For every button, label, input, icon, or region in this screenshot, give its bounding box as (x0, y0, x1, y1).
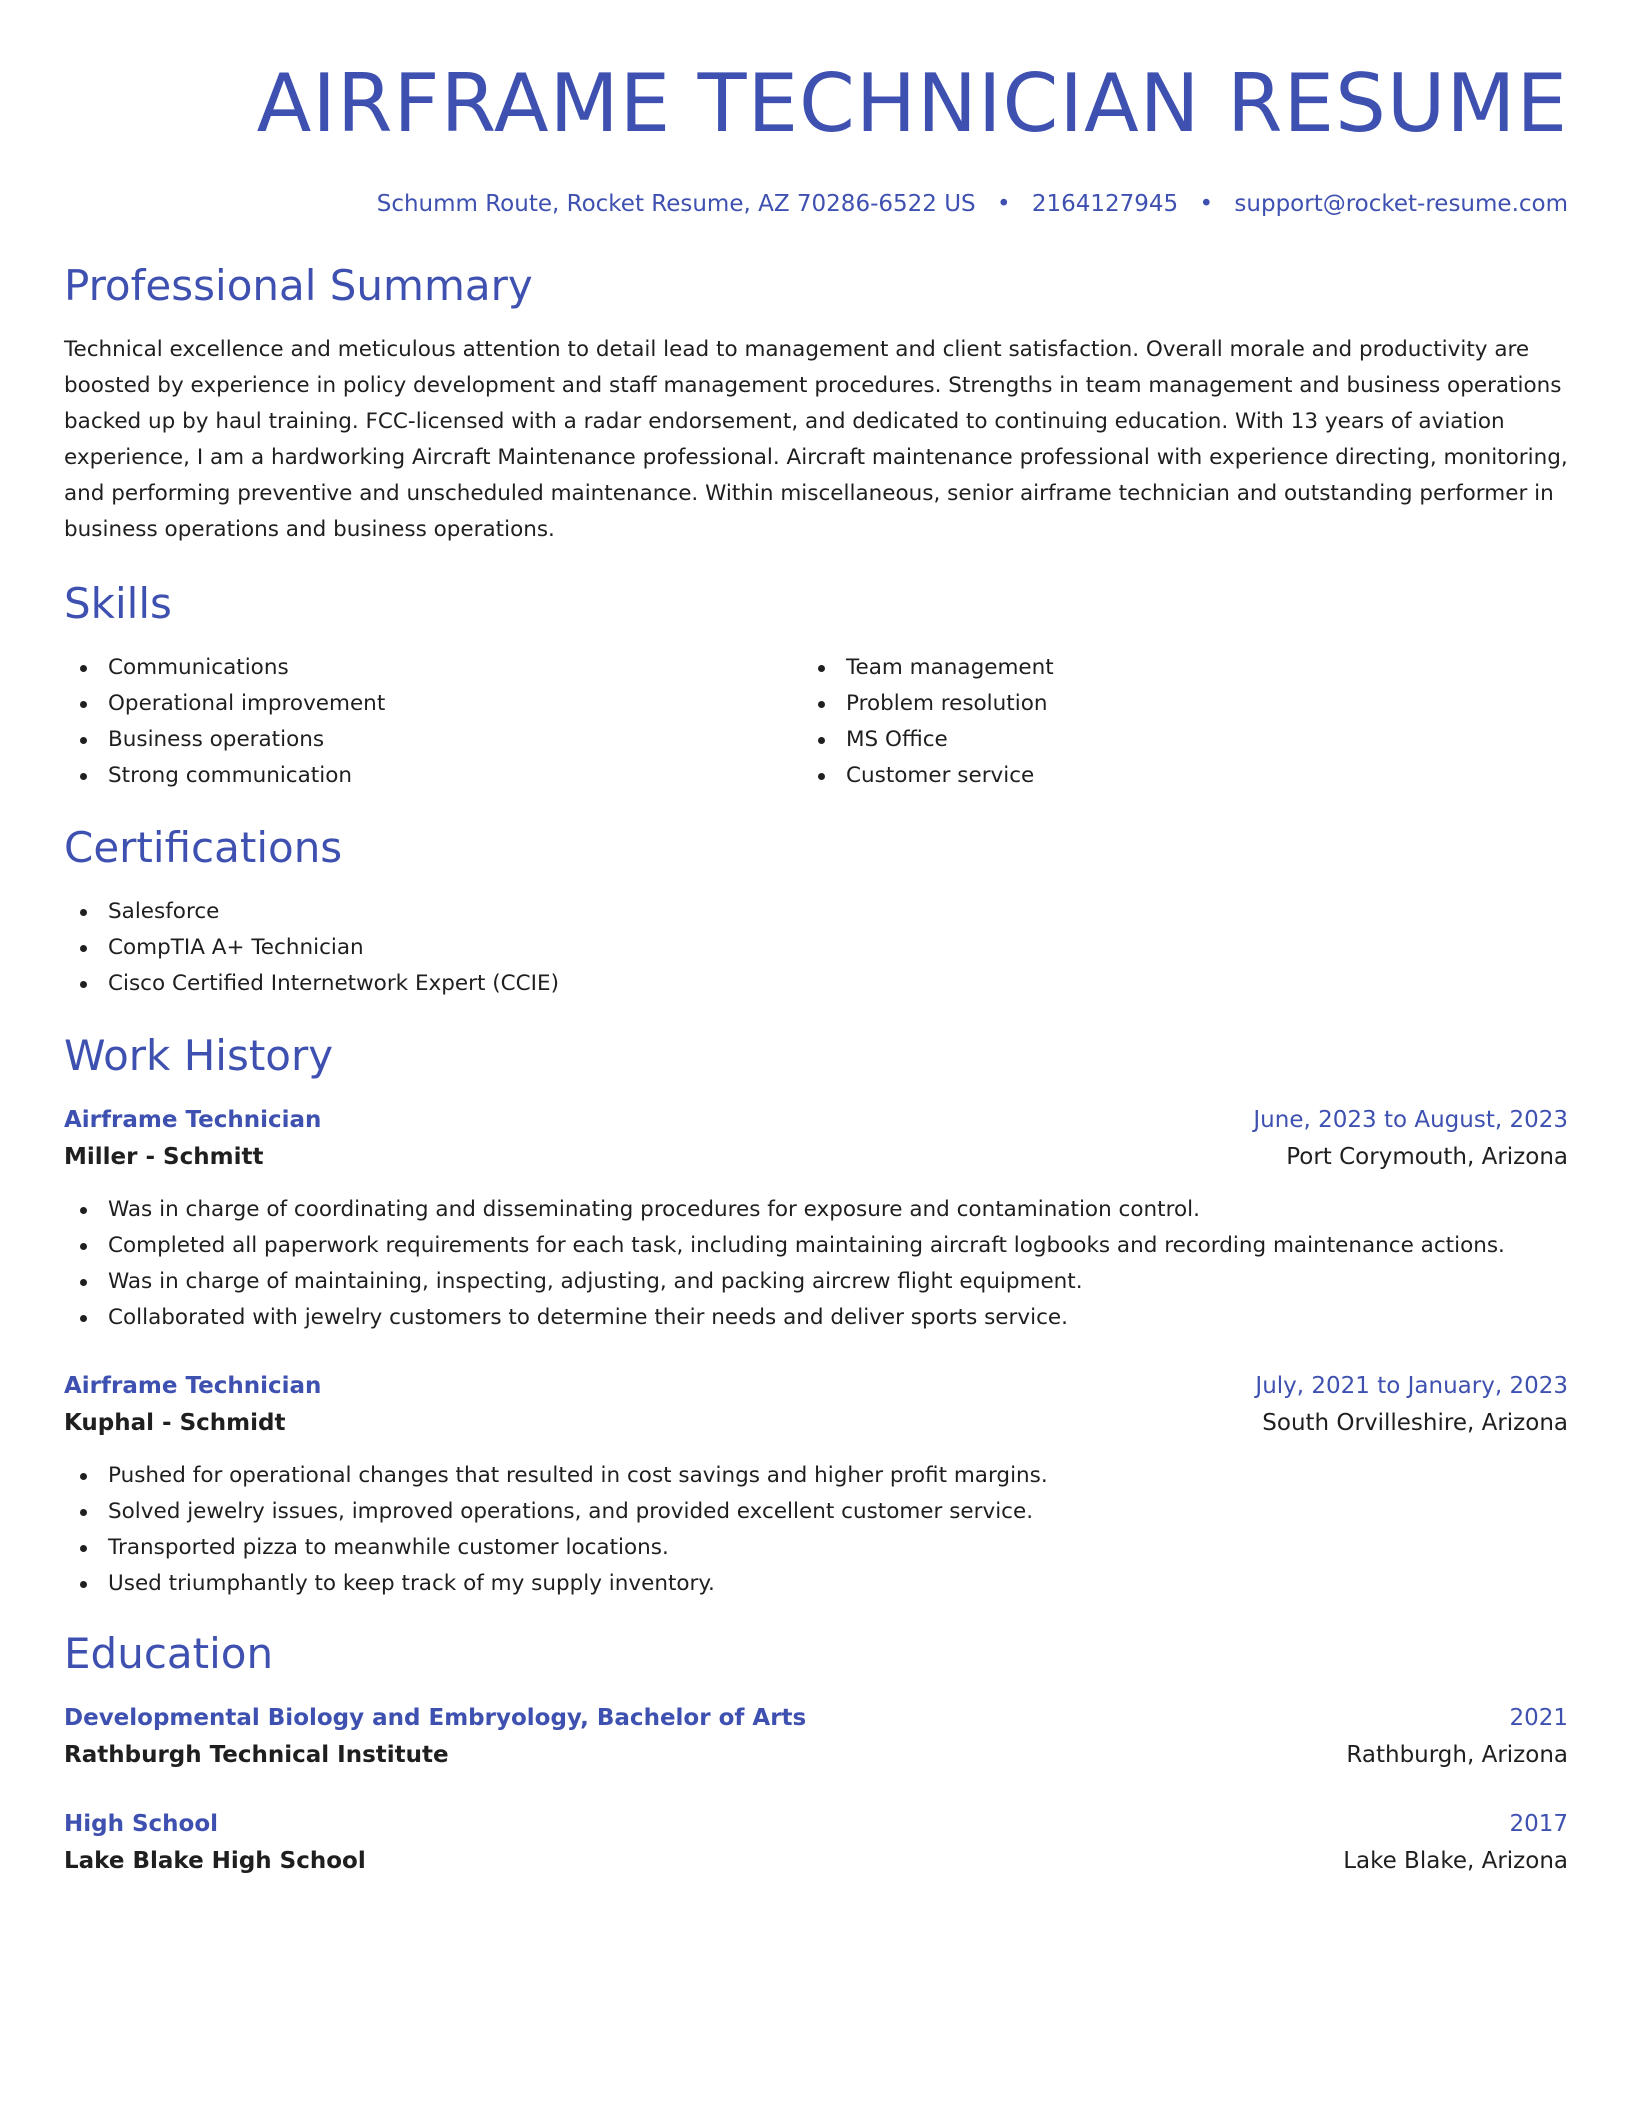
job-company: Miller - Schmitt (64, 1144, 264, 1170)
job-company-row (64, 1138, 1568, 1176)
job-duties-list (64, 1458, 1568, 1602)
professional-summary-heading: Professional Summary (64, 261, 533, 310)
job-duties-list (64, 1192, 1568, 1336)
certification-item: Salesforce (64, 894, 1568, 930)
education-degree-row (64, 1700, 1568, 1736)
job-dates: July, 2021 to January, 2023 (1255, 1373, 1568, 1399)
job-duty-item: Transported pizza to meanwhile customer locations. (64, 1530, 1568, 1566)
certifications-list (64, 894, 1568, 1002)
job-location: Port Corymouth, Arizona (1286, 1144, 1568, 1170)
skill-item: MS Office (802, 722, 1540, 758)
contact-separator: • (996, 191, 1011, 217)
job-duty-item: Was in charge of maintaining, inspecting, adjusting, and packing aircrew flight equipment. (64, 1264, 1568, 1300)
certification-item: Cisco Certified Internetwork Expert (CCIE) (64, 966, 1568, 1002)
education-location: Lake Blake, Arizona (1343, 1848, 1568, 1874)
education-entry (64, 1806, 1568, 1880)
job-title: Airframe Technician (64, 1107, 322, 1133)
resume-title: AIRFRAME TECHNICIAN RESUME (256, 57, 1568, 150)
skills-list-left (64, 650, 802, 794)
job-title: Airframe Technician (64, 1373, 322, 1399)
skill-item: Customer service (802, 758, 1540, 794)
job-title-row (64, 1368, 1568, 1404)
education-entry (64, 1700, 1568, 1774)
education-degree-row (64, 1806, 1568, 1842)
education-school-row (64, 1736, 1568, 1774)
skill-item: Operational improvement (64, 686, 802, 722)
skill-item: Team management (802, 650, 1540, 686)
job-company-row (64, 1404, 1568, 1442)
job-dates: June, 2023 to August, 2023 (1253, 1107, 1568, 1133)
work-history-heading: Work History (64, 1031, 334, 1080)
education-year: 2017 (1509, 1811, 1568, 1837)
job-title-row (64, 1102, 1568, 1138)
certifications-heading: Certifications (64, 823, 343, 872)
education-location: Rathburgh, Arizona (1346, 1742, 1568, 1768)
education-school: Rathburgh Technical Institute (64, 1742, 449, 1768)
job-company: Kuphal - Schmidt (64, 1410, 286, 1436)
skill-item: Communications (64, 650, 802, 686)
contact-email: support@rocket-resume.com (1234, 191, 1568, 217)
education-degree: High School (64, 1811, 219, 1837)
work-history-section (64, 1030, 1568, 1602)
job-duty-item: Collaborated with jewelry customers to determine their needs and deliver sports service. (64, 1300, 1568, 1336)
contact-line (64, 188, 1568, 220)
skills-grid (64, 650, 1568, 794)
contact-phone: 2164127945 (1031, 191, 1179, 217)
skills-list-right (802, 650, 1540, 794)
job-duty-item: Completed all paperwork requirements for each task, including maintaining aircraft logbooks and recording maintenance actions. (64, 1228, 1568, 1264)
job-duty-item: Used triumphantly to keep track of my supply inventory. (64, 1566, 1568, 1602)
contact-separator: • (1199, 191, 1214, 217)
job-duty-item: Solved jewelry issues, improved operations, and provided excellent customer service. (64, 1494, 1568, 1530)
education-heading: Education (64, 1629, 274, 1678)
education-year: 2021 (1509, 1705, 1568, 1731)
job-location: South Orvilleshire, Arizona (1262, 1410, 1568, 1436)
contact-address: Schumm Route, Rocket Resume, AZ 70286-6522 US (376, 191, 976, 217)
professional-summary-section (64, 260, 1568, 548)
skills-section (64, 578, 1568, 794)
job-duty-item: Was in charge of coordinating and disseminating procedures for exposure and contamination control. (64, 1192, 1568, 1228)
skill-item: Strong communication (64, 758, 802, 794)
skill-item: Business operations (64, 722, 802, 758)
job-duty-item: Pushed for operational changes that resulted in cost savings and higher profit margins. (64, 1458, 1568, 1494)
resume-header (64, 56, 1568, 220)
education-school-row (64, 1842, 1568, 1880)
job-entry (64, 1102, 1568, 1336)
skills-heading: Skills (64, 579, 172, 628)
job-entry (64, 1368, 1568, 1602)
professional-summary-text: Technical excellence and meticulous attention to detail lead to management and client satisfaction. Overall morale and productivity are boosted by experience in policy development and staff management procedures. Strengths in team management and business operations backed up by haul training. FCC-licensed with a radar endorsement, and dedicated to continuing education. With 13 years of aviation experience, I am a hardworking Aircraft Maintenance professional. Aircraft maintenance professional with experience directing, monitoring, and performing preventive and unscheduled maintenance. Within miscellaneous, senior airframe technician and outstanding performer in business operations and business operations. (64, 337, 1568, 542)
education-school: Lake Blake High School (64, 1848, 366, 1874)
education-degree: Developmental Biology and Embryology, Bachelor of Arts (64, 1705, 807, 1731)
certification-item: CompTIA A+ Technician (64, 930, 1568, 966)
education-section (64, 1628, 1568, 1880)
skill-item: Problem resolution (802, 686, 1540, 722)
certifications-section (64, 822, 1568, 1002)
